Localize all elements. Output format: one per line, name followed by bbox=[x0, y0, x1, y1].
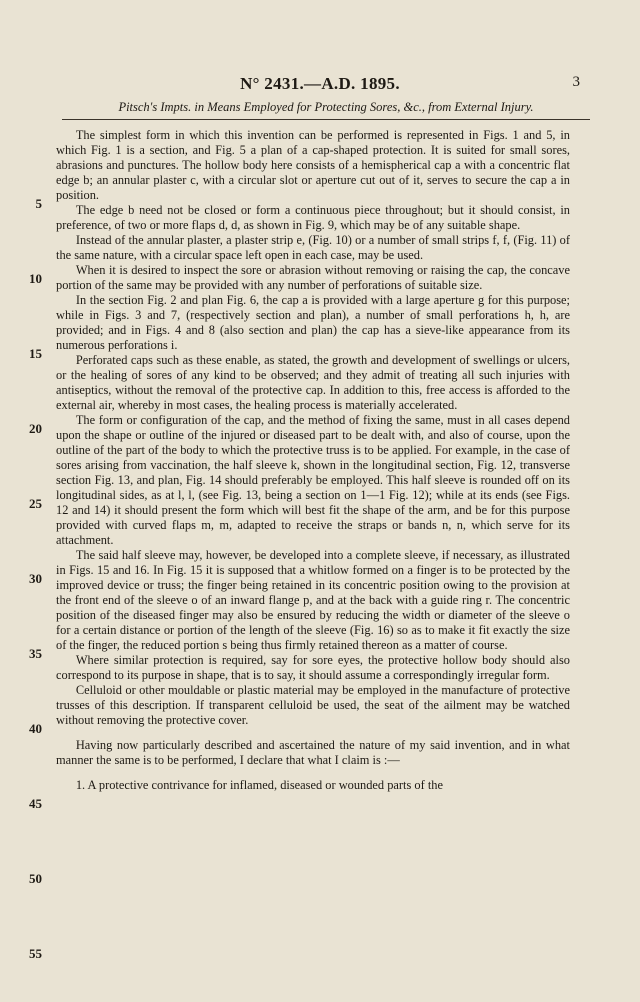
paragraph-claim-intro: Having now particularly described and ascertained the nature of my said invention, and in what manner the same is to be performed, I declare that what I claim is :— bbox=[56, 738, 570, 767]
body-text bbox=[56, 128, 570, 793]
paragraph: The edge b need not be closed or form a continuous piece throughout; but it should consist, in preference, of two or more flaps d, d, as shown in Fig. 9, which may be of any suitable shape. bbox=[56, 203, 570, 232]
line-number-35: 35 bbox=[29, 646, 42, 661]
claim-1: 1. A protective contrivance for inflamed, diseased or wounded parts of the bbox=[75, 778, 443, 792]
page-number: 3 bbox=[572, 74, 580, 90]
paragraph: In the section Fig. 2 and plan Fig. 6, the cap a is provided with a large aperture g for this purpose; while in Figs. 3 and 7, (respectively section and plan), a number of small perforations h, h, are provided; and in Figs. 4 and 8 (also section and plan) the cap has a sieve-like appearance from its numerous perforations i. bbox=[56, 293, 570, 352]
paragraph: Instead of the annular plaster, a plaster strip e, (Fig. 10) or a number of small strips f, f, (Fig. 11) of the same nature, with a circular space left open in each case, may be used. bbox=[56, 233, 570, 262]
paragraph: The simplest form in which this invention can be performed is represented in Figs. 1 and 5, in which Fig. 1 is a section, and Fig. 5 a plan of a cap-shaped protection. It is suited for small sores, abrasions and punctures. The hollow body here consists of a hemispherical cap a with a concentric flat edge b; an annular plaster c, with a circular slot or aperture cut out of it, serves to secure the cap a in position. bbox=[56, 128, 570, 202]
line-number-25: 25 bbox=[29, 496, 42, 511]
line-number-45: 45 bbox=[29, 796, 42, 811]
line-number-50: 50 bbox=[29, 871, 42, 886]
line-number-10: 10 bbox=[29, 271, 42, 286]
line-number-40: 40 bbox=[29, 721, 42, 736]
line-number-30: 30 bbox=[29, 571, 42, 586]
line-number-55: 55 bbox=[29, 946, 42, 961]
paragraph: Perforated caps such as these enable, as stated, the growth and development of swellings or ulcers, or the healing of sores of any kind to be observed; and they admit of treating all such injuries with antiseptics, without the removal of the protective cap. In addition to this, free access is afforded to the external air, whereby in most cases, the healing process is materially accelerated. bbox=[56, 353, 570, 412]
patent-number-title: N° 2431.—A.D. 1895. bbox=[240, 74, 400, 93]
line-number-20: 20 bbox=[29, 421, 42, 436]
running-title: Pitsch's Impts. in Means Employed for Protecting Sores, &c., from External Injury. bbox=[62, 100, 590, 120]
line-number-15: 15 bbox=[29, 346, 42, 361]
paragraph: The form or configuration of the cap, and the method of fixing the same, must in all cases depend upon the shape or outline of the injured or diseased part to be dealt with, and also of course, upon the outline of the part of the body to which the protective truss is to be applied. For example, in the case of sores arising from vaccination, the half sleeve k, shown in the longitudinal section, Fig. 12, transverse section Fig. 13, and plan, Fig. 14 should preferably be employed. This half sleeve is rounded off on its longitudinal sides, as at l, l, (see Fig. 13, being a section on 1—1 Fig. 12); while at its ends (see Figs. 12 and 14) it should present the form which will best fit the shape of the arm, and be for this purpose provided with curved flaps m, m, adapted to receive the straps or bands n, n, which serve for its attachment. bbox=[56, 413, 570, 547]
paragraph: Celluloid or other mouldable or plastic material may be employed in the manufacture of protective trusses of this description. If transparent celluloid be used, the seat of the ailment may be watched without removing the protective cover. bbox=[56, 683, 570, 727]
paragraph: When it is desired to inspect the sore or abrasion without removing or raising the cap, the concave portion of the same may be provided with any number of perforations of suitable size. bbox=[56, 263, 570, 292]
page-header bbox=[0, 74, 640, 96]
line-number-5: 5 bbox=[35, 196, 42, 211]
paragraph: Where similar protection is required, say for sore eyes, the protective hollow body should also correspond to its purpose in shape, that is to say, it should assume a correspondingly irregular form. bbox=[56, 653, 570, 682]
paragraph: The said half sleeve may, however, be developed into a complete sleeve, if necessary, as illustrated in Figs. 15 and 16. In Fig. 15 it is supposed that a whitlow formed on a finger is to be protected by the improved device or truss; the finger being retained in its concentric position owing to the provision at the front end of the sleeve o of an inward flange p, and at the back with a guide ring r. The concentric position of the diseased finger may also be ensured by reducing the width or diameter of the sleeve o for a certain distance or portion of the length of the sleeve (Fig. 16) so as to make it fit exactly the size of the finger, the reduced portion s being thus firmly retained thereon as a matter of course. bbox=[56, 548, 570, 652]
